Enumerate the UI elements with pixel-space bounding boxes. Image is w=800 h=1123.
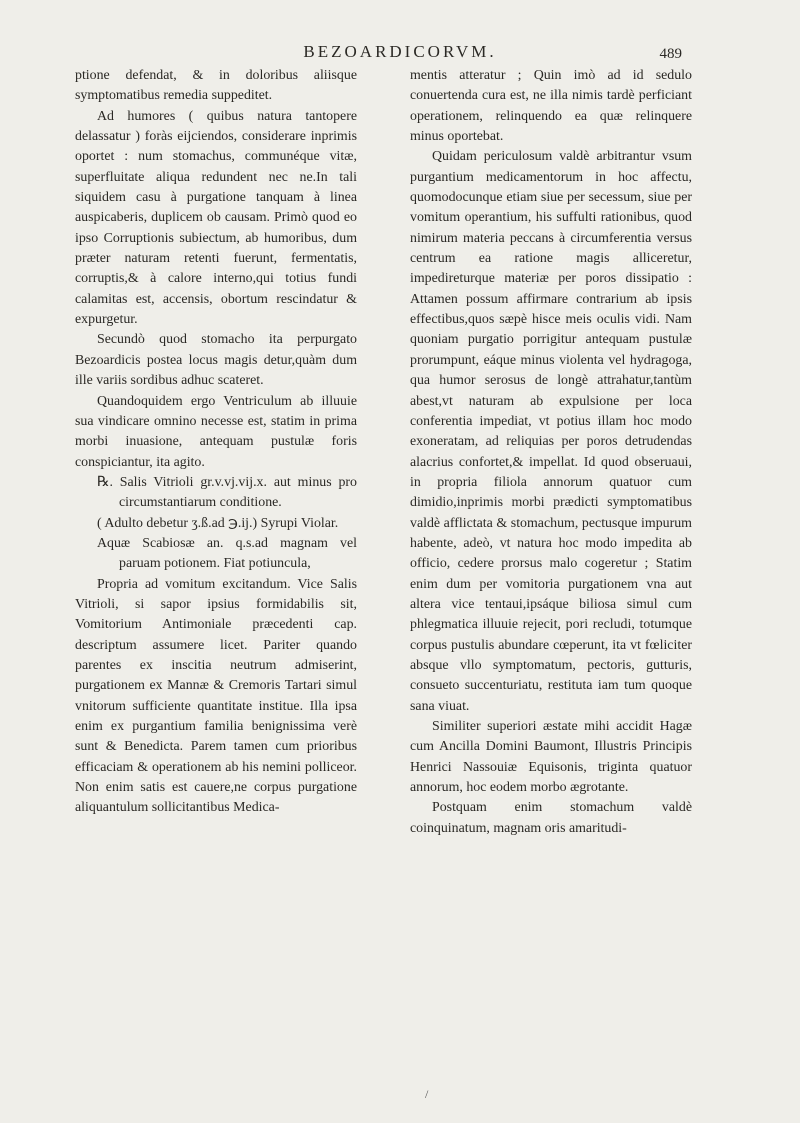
paragraph: ptione defendat, & in doloribus aliisque symptomatibus remedia suppeditet. (75, 68, 357, 104)
paragraph: Aquæ Scabiosæ an. q.s.ad magnam vel paruam potionem. Fiat potiuncula, (97, 535, 357, 572)
running-head: BEZOARDICORVM. (303, 42, 497, 61)
paragraph: Ad humores ( quibus natura tantopere delassatur ) foràs eijciendos, considerare inprimis oportet : num stomachus, communéque vitæ, superfluitate aliqua redundent nec ne.In tali siquidem casu à purgatione tanquam à linea auspicaberis, duplicem ob causam. Primò quod eo ipso Corruptionis subiectum, ab humoribus, dum præter naturam retenti fuerunt, fermentatis, corruptis,& à calore interno,qui totius fundi calamitas est, accensis, obortum rescindatur & expurgetur. (75, 108, 357, 328)
page-number: 489 (659, 46, 682, 62)
paragraph: Postquam enim stomachum valdè coinquinatum, magnam oris amaritudi- (410, 800, 692, 836)
paragraph: Quandoquidem ergo Ventriculum ab illuuie sua vindicare omnino necesse est, statim in prima morbi inuasione, antequam pustulæ foris conspiciantur, ita agito. (75, 393, 357, 470)
paragraph: Quidam periculosum valdè arbitrantur vsum purgantium medicamentorum in hoc affectu, quomodocunque etiam siue per secessum, siue per vomitum operantium, his suffulti rationibus, quod nimirum materia peccans à circumferentia versus centrum ea ratione magis alliceretur, impedireturque materiæ per poros dissipatio : Attamen possum affirmare contrarium ab ipsis effectibus,quos sæpè hisce meis oculis vidi. Nam quoniam purgatio porrigitur antequam pustulæ prorumpunt, eáque minus violenta vel hydragoga, qua humor serosus de longè attrahatur,tantùm abest,vt naturam ab expulsione per loca conferentia impediat, vt potius illam hoc modo exoneratam, ad reliquias per poros detrudendas alacrius confortet,& impellat. Id quod obseruaui, in propria filiola annorum quatuor cum dimidio,inprimis morbi prædicti symptomatibus valdè afflictata & stomachum, pectusque impurum habente, adeò, vt natura hoc modo impedita ab officio, cedere prorsus malo cogeretur ; Statim enim dum per vomitoria purgationem vna aut altera vice tentaui,ipsáque biliosa simul cum phlegmatica illuuie rejecit, pori recludi, totumque corpus pustulis abundare cœperunt, ita vt fœliciter absque vllo symptomatum, pectoris, gutturis, consueto succenturiatu, restituta iam tum quoque sana viuat. (410, 149, 692, 714)
paragraph: ( Adulto debetur ʒ.ß.ad ℈.ij.) Syrupi Violar. (97, 515, 339, 531)
paragraph: Propria ad vomitum excitandum. Vice Salis Vitrioli, si sapor ipsius formidabilis sit, Vomitorium Antimoniale præcedenti cap. descriptum assumere licet. Pariter quando parentes ex inscitia neutrum admiserint, purgationem ex Mannæ & Cremoris Tartari simul vnitorum sufficiente quantitate instituе. Illa ipsa enim ex purgantium familia benignissima verè sunt & Benedicta. Parem tamen cum prioribus efficaciam & operationem ab his nemini polliceor. Non enim satis est cauere,ne corpus purgatione aliquantulum sollicitantibus Medica- (75, 576, 357, 816)
right-column (410, 66, 692, 839)
paragraph: mentis atteratur ; Quin imò ad id sedulo conuertenda cura est, ne illa nimis tardè perficiant operationem, relinquendo ea quæ relinquere minus oportebat. (410, 68, 692, 145)
paragraph: ℞. Salis Vitrioli gr.v.vj.vij.x. aut minus pro circumstantiarum conditione. (97, 474, 357, 511)
paragraph: Similiter superiori æstate mihi accidit Hagæ cum Ancilla Domini Baumont, Illustris Principis Henrici Nassouiæ Equisonis, triginta quatuor annorum, hoc eodem morbo ægrotante. (410, 719, 692, 796)
left-column (75, 66, 357, 819)
paragraph: Secundò quod stomacho ita perpurgato Bezoardicis postea locus magis detur,quàm dum ille variis sordibus adhuc scateret. (75, 332, 357, 389)
footer-mark: / (425, 1087, 429, 1101)
